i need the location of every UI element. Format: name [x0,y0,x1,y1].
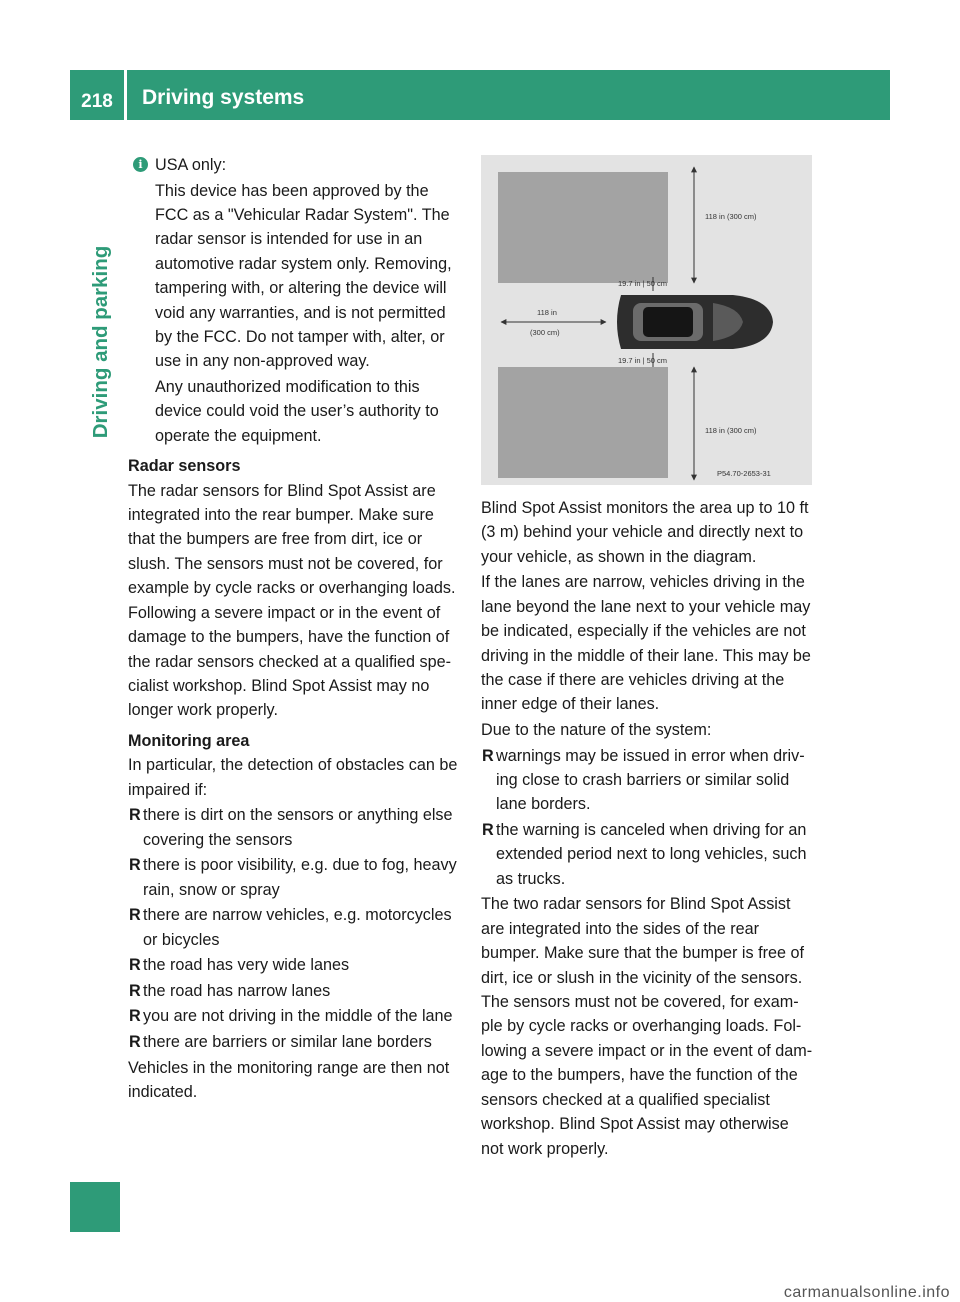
list-item [128,1030,462,1054]
section-title: Driving systems [142,86,305,109]
list-item [128,1004,462,1028]
footer-watermark[interactable]: carmanualsonline.info [783,1284,950,1301]
bullet-icon: R [129,956,141,975]
diagram-svg [481,155,812,485]
monitoring-zone-top [498,172,668,283]
list-item-text: there is dirt on the sensors or anything else covering the sensors [143,806,453,849]
right-paragraph: If the lanes are narrow, vehicles driving in the lane beyond the lane next to your vehicle may be indicated, especially if the vehicles are not driving in the middle of their lane. This may be the case if there are vehicles driving at the inner edge of their lanes. [481,573,811,714]
closing-text: Vehicles in the monitoring range are then not indicated. [128,1058,450,1101]
right-column [481,496,815,1162]
radar-sensors-text: The radar sensors for Blind Spot Assist are integrated into the rear bumper. Make sure that the bumpers are free from dirt, ice or slush. The sensors must not be covered, for example by cycle racks or overhanging loads. Following a severe impact or in the event of damage to the bumpers, have the function of the radar sensors checked at a qualified spe-cialist workshop. Blind Spot Assist may no longer work properly. [128,481,456,720]
label-gap-top: 19.7 in | 50 cm [618,279,668,288]
bullet-icon: R [129,856,141,875]
list-item-text: you are not driving in the middle of the lane [143,1007,453,1026]
label-gap-bottom: 19.7 in | 50 cm [618,356,668,365]
right-paragraph: Due to the nature of the system: [481,721,712,740]
info-note-title: USA only: [155,156,227,174]
label-rear-distance-in: 118 in [537,308,557,317]
blind-spot-diagram [481,155,812,485]
list-item-text: the road has very wide lanes [143,956,350,975]
info-icon: i [133,157,148,172]
list-item [128,803,462,852]
list-item [128,953,462,977]
label-bottom-distance: 118 in (300 cm) [705,426,757,435]
left-column [128,153,462,1106]
bullet-icon: R [482,746,494,765]
bullet-icon: R [129,806,141,825]
figure-id: P54.70-2653-31 [717,469,771,478]
list-item [481,744,815,817]
page-number: 218 [81,91,113,112]
list-item-text: there are narrow vehicles, e.g. motorcycles or bicycles [143,906,452,949]
info-note-paragraph: This device has been approved by the FCC as a "Vehicular Radar System". The radar sensor is intended for use in an automotive radar system only. Removing, tampering with, or altering the device will void any warranties, and is not permitted by the FCC. Do not tamper with, alter, or use in any non-approved way. [155,181,452,371]
list-item-text: the road has narrow lanes [143,981,331,1000]
info-note-paragraph: Any unauthorized modification to this device could void the user’s authority to operate the equipment. [155,378,439,445]
list-item [128,903,462,952]
label-rear-distance-cm: (300 cm) [530,328,560,337]
list-item [128,853,462,902]
list-item-text: warnings may be issued in error when driv-ing close to crash barriers or similar solid lane borders. [496,746,805,814]
list-item [481,818,815,891]
header-divider [124,70,127,120]
bullet-icon: R [129,981,141,1000]
system-nature-list [481,744,815,892]
bullet-icon: R [129,906,141,925]
side-tab-label: Driving and parking [89,245,112,439]
impairment-list [128,803,462,1054]
list-item-text: there are barriers or similar lane borders [143,1032,432,1051]
monitoring-zone-bottom [498,367,668,478]
list-item [128,979,462,1003]
monitoring-area-heading: Monitoring area [128,731,250,750]
right-paragraph: Blind Spot Assist monitors the area up to 10 ft (3 m) behind your vehicle and directly next to your vehicle, as shown in the diagram. [481,499,809,566]
info-note [128,153,462,448]
car-top-view [617,295,773,349]
radar-sensors-heading: Radar sensors [128,457,241,476]
list-item-text: the warning is canceled when driving for an extended period next to long vehicles, such as trucks. [496,821,807,888]
bullet-icon: R [129,1032,141,1051]
label-top-distance: 118 in (300 cm) [705,212,757,221]
monitoring-intro: In particular, the detection of obstacles can be impaired if: [128,756,458,799]
list-item-text: there is poor visibility, e.g. due to fog, heavy rain, snow or spray [143,856,457,899]
bullet-icon: R [482,821,494,840]
bullet-icon: R [129,1007,141,1026]
right-paragraph: The two radar sensors for Blind Spot Assist are integrated into the sides of the rear bumper. Make sure that the bumper is free of dirt, ice or slush in the vicinity of the sensors. The sensors must not be covered, for exam-ple by cycle racks or overhanging loads. Fol-lowing a severe impact or in the event of dam-age to the bumpers, have the function of the sensors checked at a qualified specialist workshop. Blind Spot Assist may otherwise not work properly. [481,895,813,1158]
side-tab-block [70,1182,120,1232]
